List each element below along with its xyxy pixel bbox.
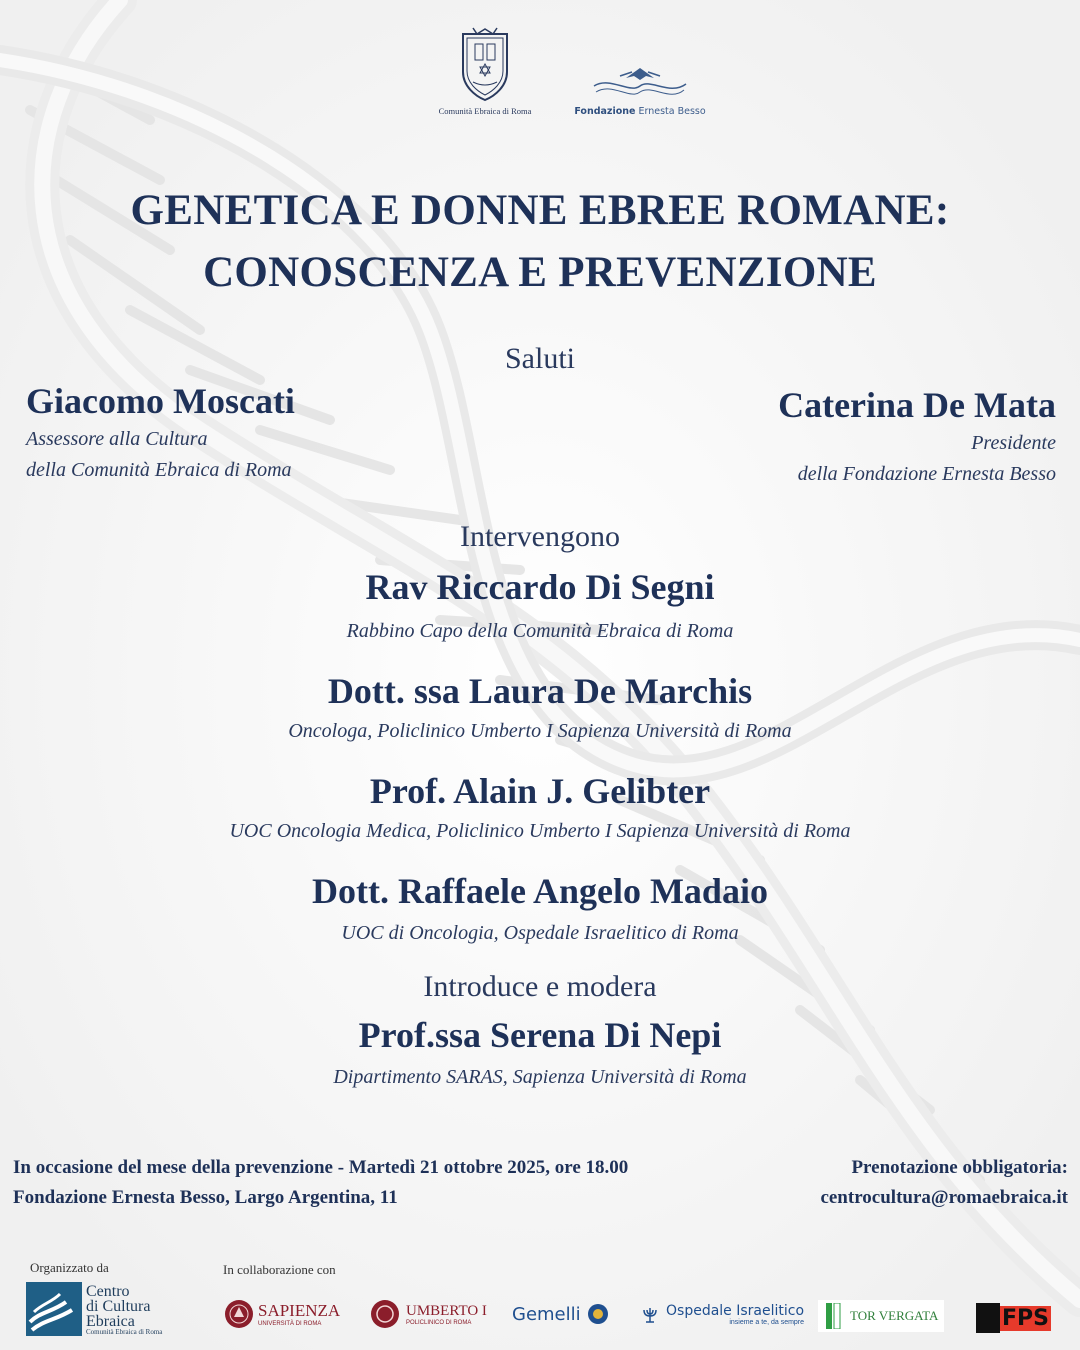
crest-icon: [453, 26, 517, 102]
organized-by-label: Organizzato da: [30, 1260, 109, 1275]
speaker-name: Dott. ssa Laura De Marchis: [327, 671, 753, 711]
gemelli-text: Gemelli: [512, 1303, 581, 1325]
fondazione-besso-logo: [570, 64, 710, 117]
tor-vergata-icon: [824, 1303, 844, 1329]
comunita-ebraica-logo: [430, 26, 540, 116]
event-date-line: In occasione del mese della prevenzione - Martedì 21 ottobre 2025, ore 18.00: [13, 1157, 629, 1178]
moderator-role: Dipartimento SARAS, Sapienza Università di Roma: [333, 1066, 747, 1088]
moderator-heading: Introduce e modera: [423, 970, 657, 1003]
greeting-right-role-1: Presidente: [971, 432, 1056, 454]
comunita-logo-caption: Comunità Ebraica di Roma: [438, 106, 532, 116]
wave-logo-icon: [26, 1282, 82, 1336]
organizer-name-3: Ebraica: [86, 1313, 135, 1330]
fps-logo: [976, 1302, 1051, 1334]
speaker-name: Dott. Raffaele Angelo Madaio: [312, 871, 768, 911]
greeting-right: [778, 382, 1056, 490]
event-location-line: Fondazione Ernesta Besso, Largo Argentina, 11: [13, 1187, 398, 1208]
eagle-ribbon-icon: [590, 64, 690, 102]
greeting-right-name: Caterina De Mata: [778, 385, 1056, 425]
moderator-name: Prof.ssa Serena Di Nepi: [358, 1015, 722, 1055]
event-details: [13, 1153, 628, 1213]
greeting-left-role-1: Assessore alla Cultura: [26, 428, 208, 450]
tor-vergata-text: TOR VERGATA: [850, 1308, 939, 1323]
fps-black-block: [976, 1303, 1000, 1333]
fps-text: FPS: [1002, 1305, 1049, 1331]
menorah-icon: [640, 1304, 660, 1324]
organizer-name-2: di Cultura: [86, 1298, 151, 1315]
gemelli-seal-icon: [587, 1303, 609, 1325]
umberto-seal-icon: [370, 1299, 400, 1329]
sapienza-seal-icon: [224, 1299, 254, 1329]
speakers-heading: Intervengono: [460, 520, 620, 553]
greeting-left-role-2: della Comunità Ebraica di Roma: [26, 459, 292, 481]
umberto-text: UMBERTO I: [406, 1302, 487, 1319]
speaker-role: UOC Oncologia Medica, Policlinico Umberto I Sapienza Università di Roma: [229, 820, 851, 842]
sapienza-logo: [224, 1294, 340, 1334]
gemelli-logo: [512, 1294, 609, 1334]
umberto-subtext: POLICLINICO DI ROMA: [406, 1319, 472, 1326]
ospedale-israelitico-logo: [640, 1294, 804, 1334]
greeting-left: [26, 378, 295, 486]
umberto-logo: [370, 1294, 487, 1334]
speaker-name: Prof. Alain J. Gelibter: [369, 771, 711, 811]
greetings-heading: Saluti: [504, 342, 575, 375]
sapienza-text: SAPIENZA: [258, 1301, 341, 1320]
booking-info: [820, 1153, 1068, 1213]
centro-cultura-text: [86, 1284, 150, 1329]
centro-cultura-ebraica-logo: [26, 1282, 166, 1338]
speaker-name: Rav Riccardo Di Segni: [365, 567, 715, 607]
organizer-sub: Comunità Ebraica di Roma: [86, 1328, 163, 1336]
event-title-line-2: CONOSCENZA E PREVENZIONE: [203, 249, 877, 296]
speaker-role: Rabbino Capo della Comunità Ebraica di Roma: [346, 620, 734, 642]
collaboration-label: In collaborazione con: [223, 1262, 336, 1277]
booking-label: Prenotazione obbligatoria:: [851, 1157, 1068, 1178]
organizer-name-1: Centro: [86, 1283, 130, 1300]
greeting-left-name: Giacomo Moscati: [26, 381, 295, 421]
speaker-role: UOC di Oncologia, Ospedale Israelitico di Roma: [341, 922, 739, 944]
fondazione-caption-rest: Ernesta Besso: [638, 106, 706, 117]
tor-vergata-logo: [818, 1300, 944, 1332]
fondazione-logo-caption: [570, 106, 710, 117]
ospedale-text: Ospedale Israelitico: [666, 1302, 805, 1319]
fondazione-caption-bold: Fondazione: [574, 106, 636, 117]
greeting-right-role-2: della Fondazione Ernesta Besso: [797, 463, 1056, 485]
ospedale-subtext: insieme a te, da sempre: [729, 1318, 805, 1326]
event-title-line-1: GENETICA E DONNE EBREE ROMANE:: [130, 187, 950, 234]
sapienza-subtext: UNIVERSITÀ DI ROMA: [258, 1321, 322, 1327]
speaker-role: Oncologa, Policlinico Umberto I Sapienza Università di Roma: [288, 720, 792, 742]
booking-email[interactable]: centrocultura@romaebraica.it: [820, 1187, 1068, 1208]
